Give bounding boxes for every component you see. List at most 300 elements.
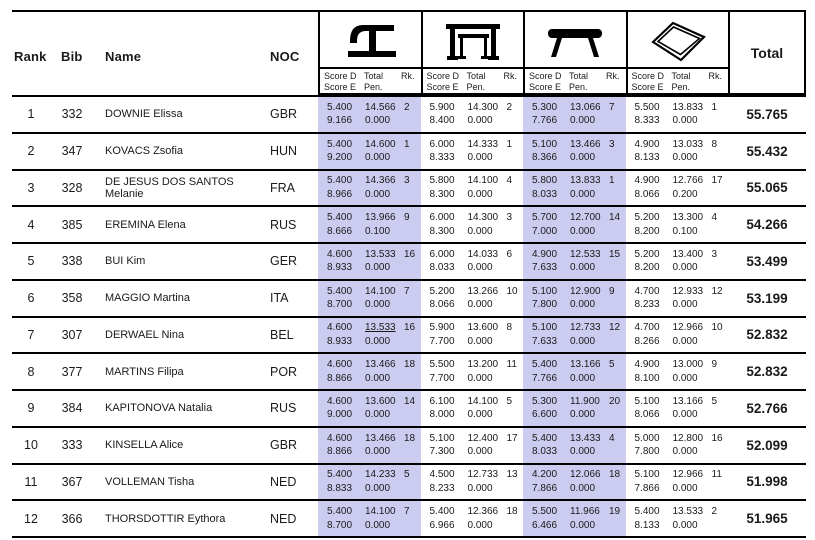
e-score: 8.866 <box>327 372 353 384</box>
table-header <box>12 10 806 95</box>
name-cell: DERWAEL Nina <box>105 328 185 341</box>
noc-cell: ITA <box>270 291 289 306</box>
apparatus-total: 14.100 <box>365 506 396 518</box>
uneven-bars-score-cell <box>421 501 524 536</box>
d-score: 4.600 <box>327 395 353 407</box>
e-score: 8.100 <box>634 372 660 384</box>
floor-exercise-score-cell <box>626 281 729 316</box>
penalty: 0.000 <box>467 299 493 311</box>
apparatus-total: 12.366 <box>467 506 499 518</box>
uneven-bars-column-header <box>421 10 526 95</box>
uneven-bars-score-cell <box>421 171 524 206</box>
d-score: 5.400 <box>532 359 558 371</box>
rank-cell: 6 <box>27 291 35 306</box>
penalty: 0.000 <box>365 446 391 458</box>
balance-beam-score-cell <box>523 428 626 463</box>
d-score: 5.900 <box>429 322 455 334</box>
apparatus-rank: 7 <box>404 285 410 297</box>
apparatus-rank: 11 <box>711 469 722 481</box>
e-score: 8.200 <box>634 225 660 237</box>
uneven-bars-score-cell <box>421 134 524 169</box>
rk-label: Rk. <box>606 71 620 81</box>
e-score: 8.033 <box>532 446 558 458</box>
apparatus-rank: 10 <box>506 285 518 297</box>
uneven-bars-icon-zone <box>423 12 524 67</box>
apparatus-total: 11.900 <box>570 395 600 407</box>
apparatus-total: 13.000 <box>672 359 704 371</box>
apparatus-total: 13.166 <box>570 359 601 371</box>
d-score: 5.500 <box>429 359 455 371</box>
table-row <box>12 279 806 316</box>
table-row <box>12 242 806 279</box>
apparatus-rank: 9 <box>711 359 718 371</box>
floor-exercise-score-cell <box>626 318 729 353</box>
balance-beam-score-cell <box>523 318 626 353</box>
name-cell: THORSDOTTIR Eythora <box>105 512 226 525</box>
results-table <box>12 10 806 538</box>
uneven-bars-score-cell <box>421 318 524 353</box>
vault-subheader <box>320 67 421 93</box>
apparatus-total: 13.466 <box>570 138 601 150</box>
bib-cell: 332 <box>61 107 83 122</box>
apparatus-rank: 5 <box>506 395 513 407</box>
balance-beam-score-cell <box>523 244 626 279</box>
e-score: 8.033 <box>532 188 558 200</box>
bib-cell: 358 <box>61 291 83 306</box>
pen-label: Pen. <box>671 82 691 92</box>
noc-cell: FRA <box>270 180 295 195</box>
apparatus-rank: 12 <box>609 322 621 334</box>
balance-beam-icon <box>544 18 606 62</box>
table-row <box>12 352 806 389</box>
d-score: 5.400 <box>429 506 455 518</box>
d-score: 5.100 <box>532 138 558 150</box>
noc-cell: RUS <box>270 401 297 416</box>
apparatus-rank: 12 <box>711 285 723 297</box>
floor-exercise-score-cell <box>626 501 729 536</box>
e-score: 9.200 <box>327 152 353 164</box>
name-cell: DE JESUS DOS SANTOS Melanie <box>105 175 234 200</box>
e-score: 8.066 <box>429 299 455 311</box>
score-d-label: Score D <box>426 71 460 81</box>
d-score: 5.200 <box>634 212 660 224</box>
name-cell: EREMINA Elena <box>105 218 186 231</box>
apparatus-rank: 1 <box>711 101 718 113</box>
apparatus-rank: 18 <box>404 432 416 444</box>
apparatus-rank: 18 <box>609 469 621 481</box>
noc-cell: BEL <box>270 327 294 342</box>
d-score: 5.300 <box>532 395 558 407</box>
penalty: 0.000 <box>365 262 391 274</box>
e-score: 8.933 <box>327 262 353 274</box>
uneven-bars-score-cell <box>421 97 524 132</box>
e-score: 8.300 <box>429 225 455 237</box>
e-score: 8.866 <box>327 446 353 458</box>
total-cell: 52.832 <box>746 364 788 380</box>
total-column-header <box>728 10 806 95</box>
apparatus-rank: 5 <box>711 395 718 407</box>
d-score: 5.100 <box>532 322 558 334</box>
total-label: Total <box>671 71 691 81</box>
pen-label: Pen. <box>466 82 486 92</box>
e-score: 7.700 <box>429 335 455 347</box>
e-score: 8.933 <box>327 335 353 347</box>
e-score: 8.700 <box>327 299 353 311</box>
e-score: 9.000 <box>327 409 353 421</box>
penalty: 0.000 <box>467 115 493 127</box>
vault-score-cell <box>318 97 421 132</box>
e-score: 8.200 <box>634 262 660 274</box>
e-score: 7.766 <box>532 115 558 127</box>
rank-cell: 12 <box>24 511 38 526</box>
uneven-bars-score-cell <box>421 354 524 389</box>
apparatus-total: 13.833 <box>570 175 601 187</box>
penalty: 0.000 <box>672 262 698 274</box>
name-cell: BUI Kim <box>105 255 146 268</box>
name-cell: DOWNIE Elissa <box>105 108 183 121</box>
d-score: 5.100 <box>634 395 660 407</box>
noc-cell: HUN <box>270 144 298 159</box>
pen-label: Pen. <box>569 82 588 92</box>
e-score: 7.300 <box>429 446 455 458</box>
noc-cell: GBR <box>270 107 298 122</box>
penalty: 0.000 <box>365 482 391 494</box>
penalty: 0.000 <box>672 335 698 347</box>
apparatus-total: 14.300 <box>467 212 499 224</box>
e-score: 7.700 <box>429 372 455 384</box>
penalty: 0.100 <box>672 225 698 237</box>
bib-cell: 384 <box>61 401 83 416</box>
apparatus-total: 13.033 <box>672 138 704 150</box>
total-cell: 51.998 <box>746 474 788 490</box>
apparatus-rank: 3 <box>404 175 410 187</box>
e-score: 8.333 <box>429 152 455 164</box>
apparatus-rank: 18 <box>404 359 416 371</box>
total-cell: 55.765 <box>746 106 788 122</box>
apparatus-total: 13.266 <box>467 285 499 297</box>
d-score: 6.100 <box>429 395 455 407</box>
floor-exercise-score-cell <box>626 391 729 426</box>
rank-cell: 4 <box>27 217 35 232</box>
d-score: 4.900 <box>634 138 660 150</box>
apparatus-total: 12.966 <box>672 469 704 481</box>
bib-header: Bib <box>61 49 83 64</box>
bib-cell: 328 <box>61 180 83 195</box>
apparatus-total: 12.766 <box>672 175 704 187</box>
rank-cell: 9 <box>27 401 35 416</box>
bib-cell: 338 <box>61 254 83 269</box>
apparatus-total: 13.600 <box>365 395 396 407</box>
apparatus-rank: 15 <box>609 248 621 260</box>
penalty: 0.000 <box>570 299 596 311</box>
results-body <box>12 95 806 538</box>
penalty: 0.000 <box>570 225 596 237</box>
bib-cell: 367 <box>61 474 83 489</box>
d-score: 5.400 <box>327 101 353 113</box>
uneven-bars-score-cell <box>421 207 524 242</box>
apparatus-rank: 19 <box>609 506 621 518</box>
apparatus-rank: 14 <box>609 212 621 224</box>
d-score: 5.300 <box>532 101 558 113</box>
vault-score-cell <box>318 465 421 500</box>
table-row <box>12 95 806 132</box>
penalty: 0.000 <box>467 262 493 274</box>
uneven-bars-score-cell <box>421 391 524 426</box>
penalty: 0.000 <box>365 152 391 164</box>
apparatus-rank: 8 <box>711 138 718 150</box>
apparatus-rank: 1 <box>506 138 513 150</box>
name-cell: KAPITONOVA Natalia <box>105 402 213 415</box>
floor-exercise-score-cell <box>626 465 729 500</box>
score-e-label: Score E <box>631 82 664 92</box>
penalty: 0.100 <box>365 225 391 237</box>
penalty: 0.000 <box>467 482 493 494</box>
score-e-label: Score E <box>529 82 562 92</box>
apparatus-rank: 7 <box>609 101 615 113</box>
e-score: 7.633 <box>532 335 558 347</box>
penalty: 0.000 <box>365 335 391 347</box>
d-score: 5.800 <box>429 175 455 187</box>
d-score: 4.700 <box>634 322 660 334</box>
apparatus-total: 13.533 <box>365 322 396 334</box>
e-score: 8.033 <box>429 262 455 274</box>
d-score: 5.900 <box>429 101 455 113</box>
apparatus-total: 12.900 <box>570 285 601 297</box>
e-score: 8.333 <box>634 115 660 127</box>
e-score: 8.700 <box>327 519 353 531</box>
apparatus-total: 12.733 <box>467 469 499 481</box>
apparatus-total: 14.366 <box>365 175 396 187</box>
bib-cell: 333 <box>61 438 83 453</box>
apparatus-total: 13.600 <box>467 322 499 334</box>
apparatus-rank: 4 <box>506 175 513 187</box>
bib-cell: 307 <box>61 327 83 342</box>
apparatus-total: 12.066 <box>570 469 601 481</box>
e-score: 8.066 <box>634 188 660 200</box>
apparatus-total: 12.800 <box>672 432 704 444</box>
apparatus-total: 14.300 <box>467 101 499 113</box>
penalty: 0.000 <box>672 482 698 494</box>
apparatus-rank: 6 <box>506 248 513 260</box>
rank-cell: 1 <box>27 107 35 122</box>
penalty: 0.000 <box>672 409 698 421</box>
noc-cell: POR <box>270 364 298 379</box>
name-cell: KOVACS Zsofia <box>105 145 184 158</box>
score-e-label: Score E <box>324 82 357 92</box>
apparatus-total: 13.166 <box>672 395 704 407</box>
table-row <box>12 499 806 536</box>
penalty: 0.000 <box>365 409 391 421</box>
noc-cell: NED <box>270 474 297 489</box>
apparatus-rank: 3 <box>609 138 615 150</box>
apparatus-total: 13.533 <box>672 506 704 518</box>
apparatus-total: 11.966 <box>570 506 600 518</box>
penalty: 0.000 <box>672 446 698 458</box>
noc-cell: RUS <box>270 217 297 232</box>
vault-score-cell <box>318 501 421 536</box>
balance-beam-score-cell <box>523 207 626 242</box>
d-score: 5.200 <box>429 285 455 297</box>
e-score: 8.366 <box>532 152 558 164</box>
total-header-label: Total <box>750 44 784 61</box>
d-score: 5.100 <box>634 469 660 481</box>
d-score: 6.000 <box>429 248 455 260</box>
d-score: 5.400 <box>327 506 353 518</box>
uneven-bars-score-cell <box>421 465 524 500</box>
rank-cell: 11 <box>24 474 38 489</box>
total-cell: 52.099 <box>746 437 788 453</box>
bib-cell: 366 <box>61 511 83 526</box>
penalty: 0.000 <box>672 519 698 531</box>
apparatus-total: 14.233 <box>365 469 396 481</box>
balance-beam-score-cell <box>523 465 626 500</box>
d-score: 5.400 <box>327 285 353 297</box>
apparatus-rank: 8 <box>506 322 513 334</box>
penalty: 0.000 <box>672 299 698 311</box>
d-score: 4.900 <box>634 359 660 371</box>
floor-exercise-score-cell <box>626 97 729 132</box>
table-row <box>12 463 806 500</box>
balance-beam-score-cell <box>523 501 626 536</box>
apparatus-total: 14.100 <box>365 285 396 297</box>
apparatus-rank: 5 <box>404 469 410 481</box>
floor-exercise-score-cell <box>626 428 729 463</box>
penalty: 0.000 <box>570 519 596 531</box>
uneven-bars-icon <box>442 18 504 62</box>
apparatus-rank: 18 <box>506 506 518 518</box>
uneven-bars-subheader <box>423 67 524 93</box>
apparatus-total: 14.100 <box>467 395 499 407</box>
vault-score-cell <box>318 281 421 316</box>
apparatus-total: 14.333 <box>467 138 499 150</box>
uneven-bars-score-cell <box>421 428 524 463</box>
apparatus-total: 12.933 <box>672 285 704 297</box>
e-score: 8.400 <box>429 115 455 127</box>
total-cell: 55.432 <box>746 143 788 159</box>
table-row <box>12 316 806 353</box>
apparatus-total: 13.466 <box>365 359 396 371</box>
score-e-label: Score E <box>426 82 459 92</box>
e-score: 9.166 <box>327 115 353 127</box>
apparatus-rank: 2 <box>404 101 410 113</box>
apparatus-rank: 2 <box>506 101 513 113</box>
d-score: 5.400 <box>327 175 353 187</box>
apparatus-rank: 17 <box>711 175 723 187</box>
d-score: 4.600 <box>327 322 353 334</box>
vault-score-cell <box>318 391 421 426</box>
apparatus-total: 12.533 <box>570 248 601 260</box>
penalty: 0.000 <box>570 409 596 421</box>
rank-cell: 7 <box>27 327 35 342</box>
floor-exercise-icon <box>647 18 709 62</box>
e-score: 6.600 <box>532 409 558 421</box>
apparatus-rank: 4 <box>609 432 615 444</box>
penalty: 0.000 <box>365 519 391 531</box>
d-score: 4.900 <box>634 175 660 187</box>
apparatus-total: 13.433 <box>570 432 601 444</box>
rank-cell: 2 <box>27 144 35 159</box>
vault-score-cell <box>318 244 421 279</box>
total-label: Total <box>364 71 384 81</box>
e-score: 8.233 <box>634 299 660 311</box>
table-row <box>12 169 806 206</box>
e-score: 7.800 <box>532 299 558 311</box>
apparatus-rank: 5 <box>609 359 615 371</box>
apparatus-rank: 3 <box>506 212 513 224</box>
apparatus-total: 14.033 <box>467 248 499 260</box>
e-score: 8.000 <box>429 409 455 421</box>
table-row <box>12 205 806 242</box>
floor-exercise-score-cell <box>626 171 729 206</box>
total-cell: 52.766 <box>746 400 788 416</box>
penalty: 0.200 <box>672 188 698 200</box>
d-score: 5.500 <box>634 101 660 113</box>
d-score: 5.500 <box>532 506 558 518</box>
e-score: 7.633 <box>532 262 558 274</box>
e-score: 8.833 <box>327 482 353 494</box>
penalty: 0.000 <box>570 188 596 200</box>
penalty: 0.000 <box>570 335 596 347</box>
noc-cell: NED <box>270 511 297 526</box>
noc-cell: GER <box>270 254 298 269</box>
apparatus-total: 13.466 <box>365 432 396 444</box>
apparatus-total: 12.700 <box>570 212 601 224</box>
apparatus-total: 13.533 <box>365 248 396 260</box>
uneven-bars-score-cell <box>421 244 524 279</box>
d-score: 4.700 <box>634 285 660 297</box>
floor-exercise-subheader <box>628 67 729 93</box>
floor-exercise-score-cell <box>626 207 729 242</box>
penalty: 0.000 <box>467 372 493 384</box>
d-score: 5.700 <box>532 212 558 224</box>
apparatus-total: 14.566 <box>365 101 396 113</box>
apparatus-total: 13.833 <box>672 101 704 113</box>
d-score: 5.400 <box>532 432 558 444</box>
noc-header: NOC <box>270 49 300 64</box>
e-score: 7.000 <box>532 225 558 237</box>
penalty: 0.000 <box>365 299 391 311</box>
table-row <box>12 132 806 169</box>
d-score: 6.000 <box>429 138 455 150</box>
name-cell: KINSELLA Alice <box>105 439 184 452</box>
apparatus-rank: 9 <box>609 285 615 297</box>
apparatus-total: 12.966 <box>672 322 704 334</box>
e-score: 7.766 <box>532 372 558 384</box>
e-score: 8.233 <box>429 482 455 494</box>
d-score: 4.900 <box>532 248 558 260</box>
floor-exercise-score-cell <box>626 354 729 389</box>
balance-beam-score-cell <box>523 281 626 316</box>
d-score: 4.500 <box>429 469 455 481</box>
d-score: 4.200 <box>532 469 558 481</box>
rank-header: Rank <box>14 49 47 64</box>
apparatus-total: 12.400 <box>467 432 499 444</box>
d-score: 4.600 <box>327 248 353 260</box>
e-score: 6.966 <box>429 519 455 531</box>
e-score: 6.466 <box>532 519 558 531</box>
apparatus-rank: 14 <box>404 395 416 407</box>
rank-cell: 10 <box>24 438 38 453</box>
name-cell: MAGGIO Martina <box>105 292 190 305</box>
balance-beam-subheader <box>525 67 626 93</box>
apparatus-rank: 10 <box>711 322 723 334</box>
apparatus-rank: 2 <box>711 506 718 518</box>
apparatus-rank: 3 <box>711 248 718 260</box>
vault-score-cell <box>318 171 421 206</box>
total-cell: 53.199 <box>746 290 788 306</box>
penalty: 0.000 <box>467 225 493 237</box>
d-score: 5.100 <box>429 432 455 444</box>
